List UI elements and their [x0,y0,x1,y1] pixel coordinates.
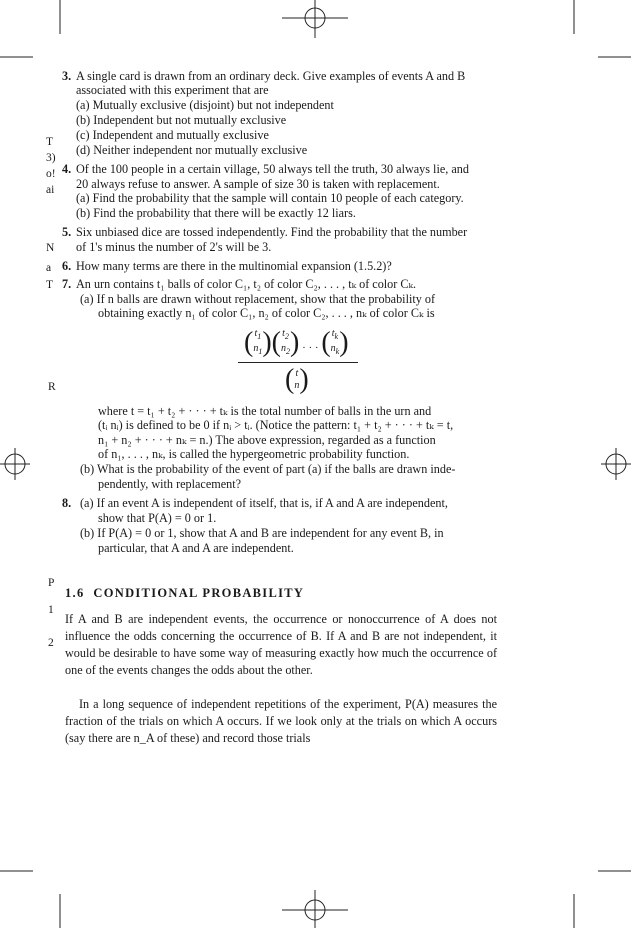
problem-item: (a) Mutually exclusive (disjoint) but not independent [76,98,334,112]
problem-item: pendently, with replacement? [98,477,242,491]
margin-fragment: T [46,136,54,148]
problem-item: particular, that A and A are independent. [98,541,294,555]
section-heading [65,586,304,601]
problem-item: obtaining exactly n₁ of color C₁, n₂ of color C₂, . . . , nₖ of color Cₖ is [98,306,435,320]
problem-text: (tᵢ nᵢ) is defined to be 0 if nᵢ > tᵢ. (Notice the pattern: t₁ + t₂ + · · · + tₖ = t, [98,418,454,432]
problem-item: (a) If an event A is independent of itself, that is, if A and A are independent, [80,496,448,510]
problem-text: How many terms are there in the multinomial expansion (1.5.2)? [76,259,392,273]
formula-numerator: ( $t_1$ $n_1$ ) ( $t_2$ $n_2$ ) · · · ( $t_k$ $n_k$ ) [244,327,349,358]
problem-item: (a) Find the probability that the sample will contain 10 people of each category. [76,191,464,205]
margin-fragment: R [48,381,56,393]
formula-denominator: ( t n ) [285,364,309,395]
margin-fragment: P [48,577,55,589]
body-paragraph: In a long sequence of independent repetitions of the experiment, P(A) measures the fraction of the trials on which A occurs. If we look only at the trials on which A occurs (say there are n_A of these) and record those trials [65,697,497,745]
problem-item: (b) Find the probability that there will be exactly 12 liars. [76,206,356,220]
problem-item: (a) If n balls are drawn without replacement, show that the probability of [80,292,436,306]
margin-fragment: ai [46,184,55,196]
problem-item: show that P(A) = 0 or 1. [98,511,217,525]
margin-fragment: 2 [48,637,54,649]
problem-text: Six unbiased dice are tossed independently. Find the probability that the number [76,225,468,239]
section-title: CONDITIONAL PROBABILITY [93,586,305,600]
problem-text: of 1's minus the number of 2's will be 3. [76,240,272,254]
problem-number: 3. [62,69,72,83]
section-number: 1.6 [65,586,85,600]
problem-text: Of the 100 people in a certain village, 50 always tell the truth, 30 always lie, and [76,162,469,176]
problem-text: n₁ + n₂ + · · · + nₖ = n.) The above expression, regarded as a function [98,433,436,447]
problem-number: 7. [62,277,72,291]
margin-fragment: 1 [48,604,54,616]
body-paragraph: If A and B are independent events, the occurrence or nonoccurrence of A does not influence the odds concerning the occurrence of B. If A and B are not independent, it would be desirable to have some way of measuring exactly how much the occurrence of one of the events changes the odds about the other. [65,612,497,677]
problem-text: A single card is drawn from an ordinary deck. Give examples of events A and B [76,69,466,83]
fraction-bar [238,362,358,363]
problem-text: of n₁, . . . , nₖ, is called the hypergeometric probability function. [98,447,410,461]
margin-fragment: o! [46,168,56,180]
problem-item: (d) Neither independent nor mutually exclusive [76,143,308,157]
problem-number: 4. [62,162,72,176]
problem-item: (b) Independent but not mutually exclusive [76,113,287,127]
problem-text: 20 always refuse to answer. A sample of size 30 is taken with replacement. [76,177,440,191]
problem-number: 8. [62,496,72,510]
hypergeometric-formula [238,328,358,398]
problem-item: (b) If P(A) = 0 or 1, show that A and B are independent for any event B, in [80,526,444,540]
margin-fragment: T [46,279,54,291]
problem-item: (c) Independent and mutually exclusive [76,128,269,142]
margin-fragment: N [46,242,55,254]
margin-fragment: 3) [46,152,56,164]
problem-text: An urn contains t₁ balls of color C₁, t₂ of color C₂, . . . , tₖ of color Cₖ. [76,277,417,291]
margin-fragment: a [46,262,52,274]
problem-number: 6. [62,259,72,273]
problem-text: where t = t₁ + t₂ + · · · + tₖ is the total number of balls in the urn and [98,404,432,418]
problem-number: 5. [62,225,72,239]
problem-text: associated with this experiment that are [76,83,269,97]
problem-item: (b) What is the probability of the event of part (a) if the balls are drawn inde- [80,462,456,476]
